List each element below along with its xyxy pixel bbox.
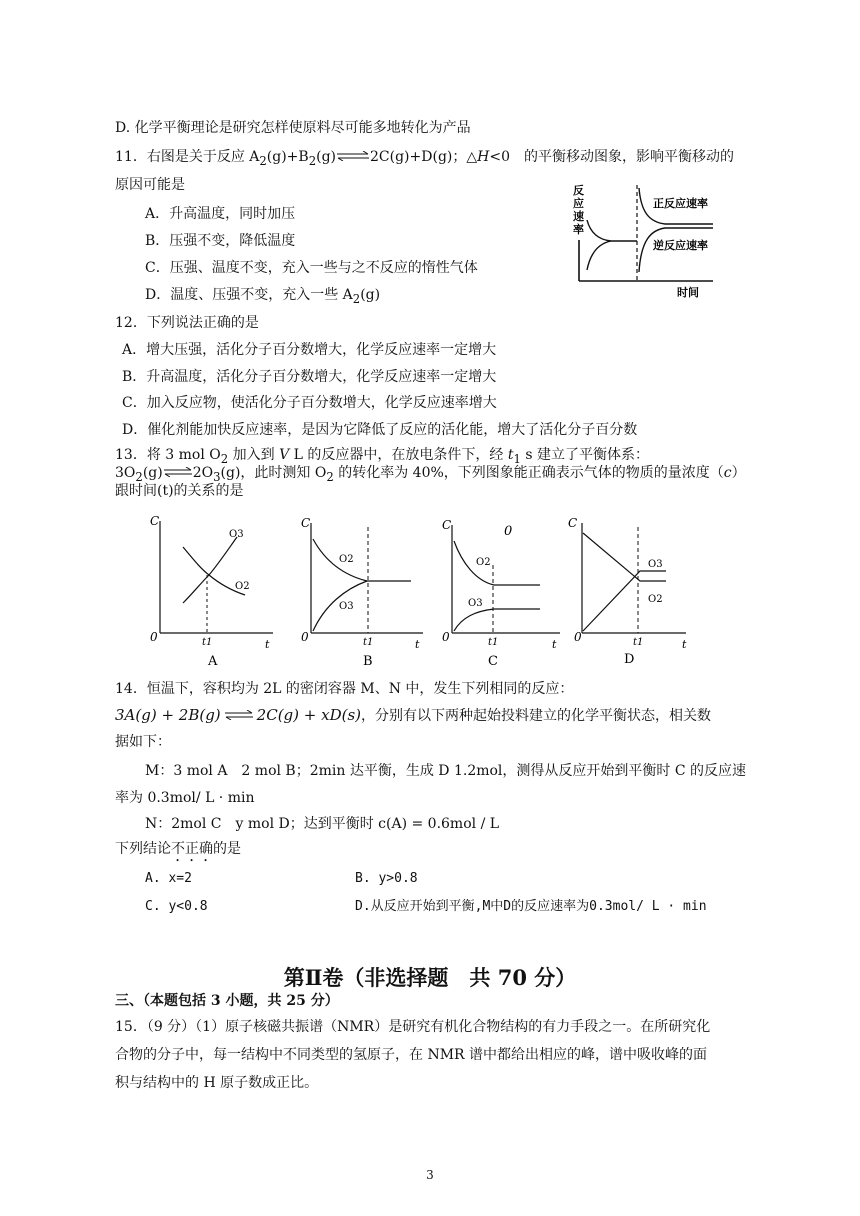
graph-c-o3-label: O3: [468, 598, 483, 609]
q11-stem: 11．右图是关于反应 $A_2(g)+B_2(g)$ 2C(g)+D(g)；△H<0 的平衡移动图象，影响平衡移动的: [115, 149, 734, 168]
q12-option-a: A．增大压强，活化分子百分数增大，化学反应速率一定增大: [122, 342, 497, 358]
svg-text:C: C: [150, 514, 160, 528]
svg-text:t: t: [265, 638, 270, 651]
graph-b: [295, 513, 430, 668]
svg-text:C: C: [568, 516, 578, 530]
q14-option-c: C. y<0.8: [145, 899, 208, 914]
q14-case-n: N：2mol C y mol D；达到平衡时 c(A) = 0.6mol / L: [145, 816, 500, 832]
graph-b-o2-label: O2: [339, 554, 354, 565]
graph-a-o3-label: O3: [229, 529, 244, 540]
q14-question: 下列结论不正确的是: [115, 841, 241, 857]
q15-line1: 15．（9 分）（1）原子核磁共振谱（NMR）是研究有机化合物结构的有力手段之一。在所研究化: [115, 1019, 711, 1035]
section-three-heading: 三、（本题包括 3 小题，共 25 分）: [115, 993, 339, 1009]
graph-c-o3-curve: [454, 609, 540, 631]
q14-option-d: D.从反应开始到平衡,M中D的反应速率为0.3mol/ L · min: [355, 899, 707, 914]
equilibrium-arrow-icon: [163, 464, 193, 482]
svg-text:t: t: [415, 638, 420, 651]
rate-forward-before: [587, 220, 637, 241]
graph-a-t1-label: t1: [202, 637, 213, 648]
q11-option-a: A．升高温度，同时加压: [145, 206, 296, 222]
graph-c-caption: C: [488, 654, 498, 668]
svg-text:0: 0: [301, 630, 309, 644]
q14-stem-line3: 据如下：: [115, 734, 171, 750]
rate-xlabel: 时间: [677, 286, 699, 299]
q14-stem: 14．恒温下，容积均为 2L 的密闭容器 M、N 中，发生下列相同的反应：: [115, 681, 574, 697]
svg-text:C: C: [442, 518, 452, 532]
part-two-title: 第Ⅱ卷（非选择题 共 70 分）: [283, 965, 577, 990]
graph-a-o2-label: O2: [235, 581, 250, 592]
svg-text:0: 0: [150, 630, 158, 644]
q12-option-c: C．加入反应物，使活化分子百分数增大，化学反应速率增大: [122, 395, 497, 411]
q14-equation-line: 3A(g) + 2B(g) 2C(g) + xD(s)，分别有以下两种起始投料建立的化学平衡状态，相关数: [115, 706, 711, 724]
graph-a-o3-curve: [183, 537, 237, 603]
graph-a: [145, 513, 280, 668]
graph-c-extra-zero: 0: [504, 524, 513, 539]
graph-c-t1-label: t1: [488, 637, 499, 648]
graph-c-o2-curve: [454, 541, 540, 585]
equilibrium-arrow-icon: [336, 148, 370, 166]
reverse-rate-label: 逆反应速率: [653, 239, 708, 252]
graph-d-o3-label: O3: [648, 559, 663, 570]
q14-option-a: A. x=2: [145, 871, 192, 886]
q10-option-d: D. 化学平衡理论是研究怎样使原料尽可能多地转化为产品: [115, 120, 471, 136]
svg-text:0: 0: [574, 630, 582, 644]
q15-line3: 积与结构中的 H 原子数成正比。: [115, 1075, 319, 1091]
equilibrium-arrow-icon: [224, 707, 254, 725]
rate-time-chart: [565, 180, 725, 300]
q12-option-d: D．催化剂能加快反应速率，是因为它降低了反应的活化能，增大了活化分子百分数: [122, 422, 638, 438]
graph-b-o2-curve: [313, 539, 411, 581]
graph-d-o2-line: [583, 533, 666, 581]
graph-d-o2-label: O2: [648, 594, 663, 605]
rate-ylabel-char-3: 速: [573, 210, 584, 223]
q13-equation-line: $3O_2(g)$ $2O_3(g)$，此时测知 $O_2$ 的转化率为 40%，下列图象能正确表示气体的物质的量浓度（c）: [115, 465, 746, 484]
graph-c: [438, 513, 573, 668]
page-number: 3: [426, 1168, 434, 1182]
rate-ylabel-char-1: 反: [573, 184, 584, 197]
rate-ylabel-char-2: 应: [573, 197, 584, 210]
q14-case-m-line2: 率为 0.3mol/ L · min: [115, 790, 255, 806]
q11-option-c: C．压强、温度不变，充入一些与之不反应的惰性气体: [145, 260, 478, 276]
graph-d-t1-label: t1: [633, 637, 644, 648]
svg-text:t: t: [682, 638, 687, 651]
rate-reverse-before: [587, 241, 611, 270]
svg-text:0: 0: [442, 630, 450, 644]
graph-b-o3-label: O3: [339, 601, 354, 612]
q11-stem-line2: 原因可能是: [115, 177, 185, 193]
q14-case-m: M：3 mol A 2 mol B；2min 达平衡，生成 D 1.2mol，测得从反应开始到平衡时 C 的反应速: [145, 763, 747, 779]
graph-b-caption: B: [363, 654, 373, 668]
q11-option-b: B．压强不变，降低温度: [145, 233, 296, 249]
q14-option-b: B. y>0.8: [355, 871, 418, 886]
q12-stem: 12．下列说法正确的是: [115, 315, 259, 331]
q15-line2: 合物的分子中，每一结构中不同类型的氢原子，在 NMR 谱中都给出相应的峰，谱中吸收峰的面: [115, 1047, 708, 1063]
graph-d-caption: D: [624, 652, 635, 667]
graph-d: [568, 513, 703, 668]
q13-stem-line3: 跟时间(t)的关系的是: [115, 483, 244, 499]
svg-text:t: t: [552, 638, 557, 651]
graph-b-t1-label: t1: [363, 637, 374, 648]
q12-option-b: B．升高温度，活化分子百分数增大，化学反应速率一定增大: [122, 369, 497, 385]
graph-a-caption: A: [208, 654, 218, 668]
graph-c-o2-label: O2: [476, 557, 491, 568]
rate-ylabel-char-4: 率: [573, 223, 584, 236]
q11-option-d: D．温度、压强不变，充入一些 $A_2(g)$: [145, 287, 381, 306]
forward-rate-label: 正反应速率: [653, 197, 708, 210]
q13-stem: 13．将 3 mol $O_2$ 加入到 V L 的反应器中，在放电条件下，经 $t_1$ s 建立了平衡体系：: [115, 447, 649, 466]
svg-text:C: C: [301, 516, 311, 530]
